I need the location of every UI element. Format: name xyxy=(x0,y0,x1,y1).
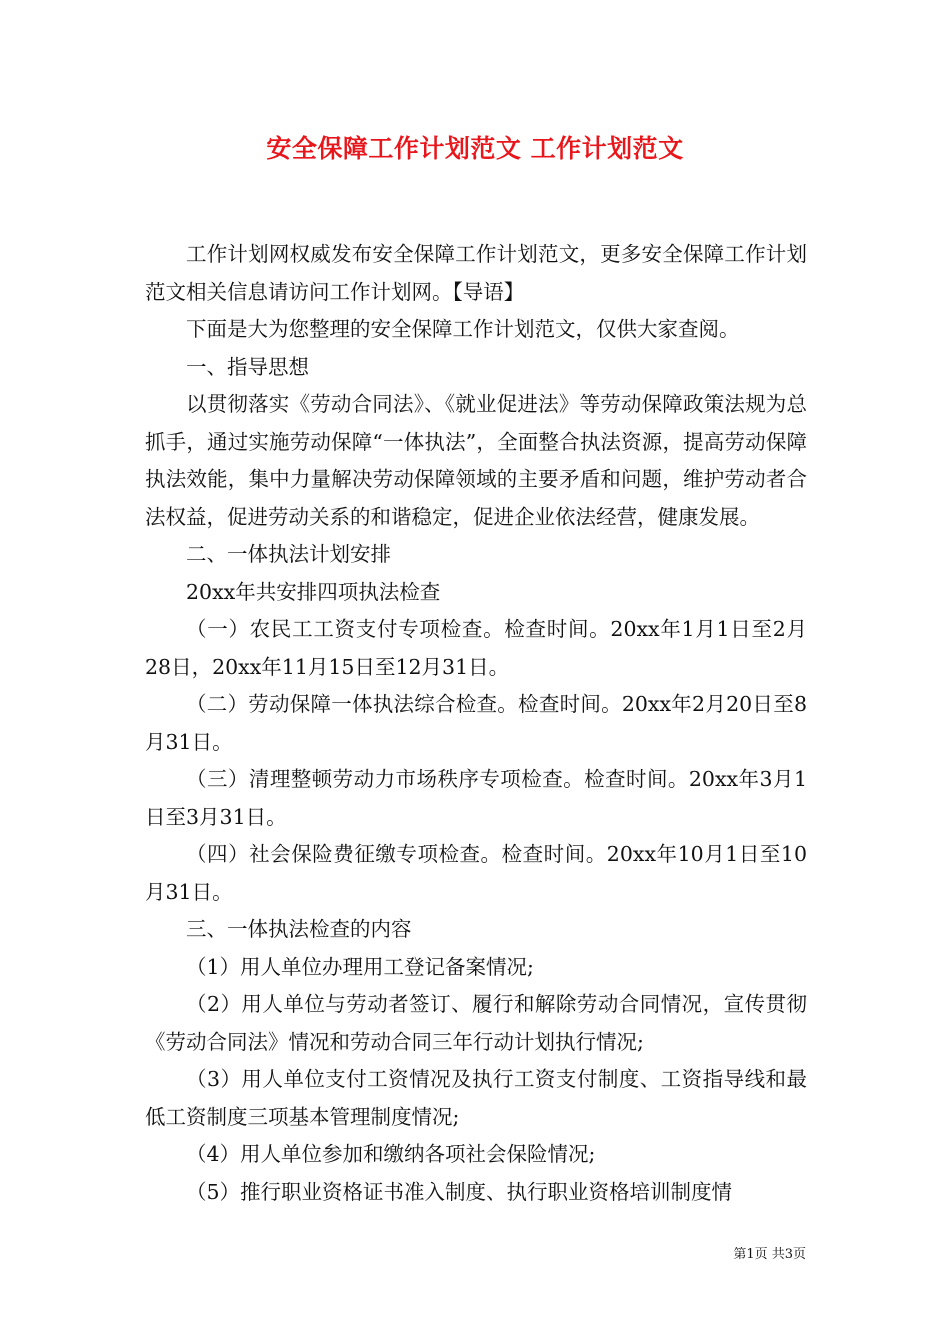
section-heading-3: 三、一体执法检查的内容 xyxy=(186,917,412,941)
content-item-4: （4）用人单位参加和缴纳各项社会保险情况; xyxy=(186,1142,596,1166)
plan-item-4: （四）社会保险费征缴专项检查。检查时间。20xx年10月1日至10月31日。 xyxy=(145,842,807,904)
paragraph-plan-summary: 20xx年共安排四项执法检查 xyxy=(186,579,441,604)
plan-item-1: （一）农民工工资支付专项检查。检查时间。20xx年1月1日至2月28日，20xx年11月15日至12月31日。 xyxy=(145,617,807,679)
page-number: 第1页 共3页 xyxy=(733,1247,806,1262)
paragraph-intro: 工作计划网权威发布安全保障工作计划范文，更多安全保障工作计划范文相关信息请访问工作计划网。【导语】 xyxy=(145,242,807,304)
section-heading-1: 一、指导思想 xyxy=(186,354,309,379)
content-item-1: （1）用人单位办理用工登记备案情况; xyxy=(186,954,534,979)
document-title: 安全保障工作计划范文 工作计划范文 xyxy=(266,134,684,163)
paragraph-guiding-thought: 以贯彻落实《劳动合同法》、《就业促进法》等劳动保障政策法规为总抓手，通过实施劳动保障“一体执法”，全面整合执法资源，提高劳动保障执法效能，集中力量解决劳动保障领域的主要矛盾和问题，维护劳动者合法权益，促进劳动关系的和谐稳定，促进企业依法经营，健康发展。 xyxy=(145,392,807,529)
section-heading-2: 二、一体执法计划安排 xyxy=(186,542,391,566)
document-body xyxy=(145,236,807,1211)
content-item-5: （5）推行职业资格证书准入制度、执行职业资格培训制度情 xyxy=(186,1179,733,1204)
paragraph-lead: 下面是大为您整理的安全保障工作计划范文，仅供大家查阅。 xyxy=(186,317,740,341)
content-item-3: （3）用人单位支付工资情况及执行工资支付制度、工资指导线和最低工资制度三项基本管理制度情况; xyxy=(145,1067,807,1129)
content-item-2: （2）用人单位与劳动者签订、履行和解除劳动合同情况，宣传贯彻《劳动合同法》情况和劳动合同三年行动计划执行情况; xyxy=(145,992,807,1054)
plan-item-3: （三）清理整顿劳动力市场秩序专项检查。检查时间。20xx年3月1日至3月31日。 xyxy=(145,767,807,829)
plan-item-2: （二）劳动保障一体执法综合检查。检查时间。20xx年2月20日至8月31日。 xyxy=(145,692,807,754)
